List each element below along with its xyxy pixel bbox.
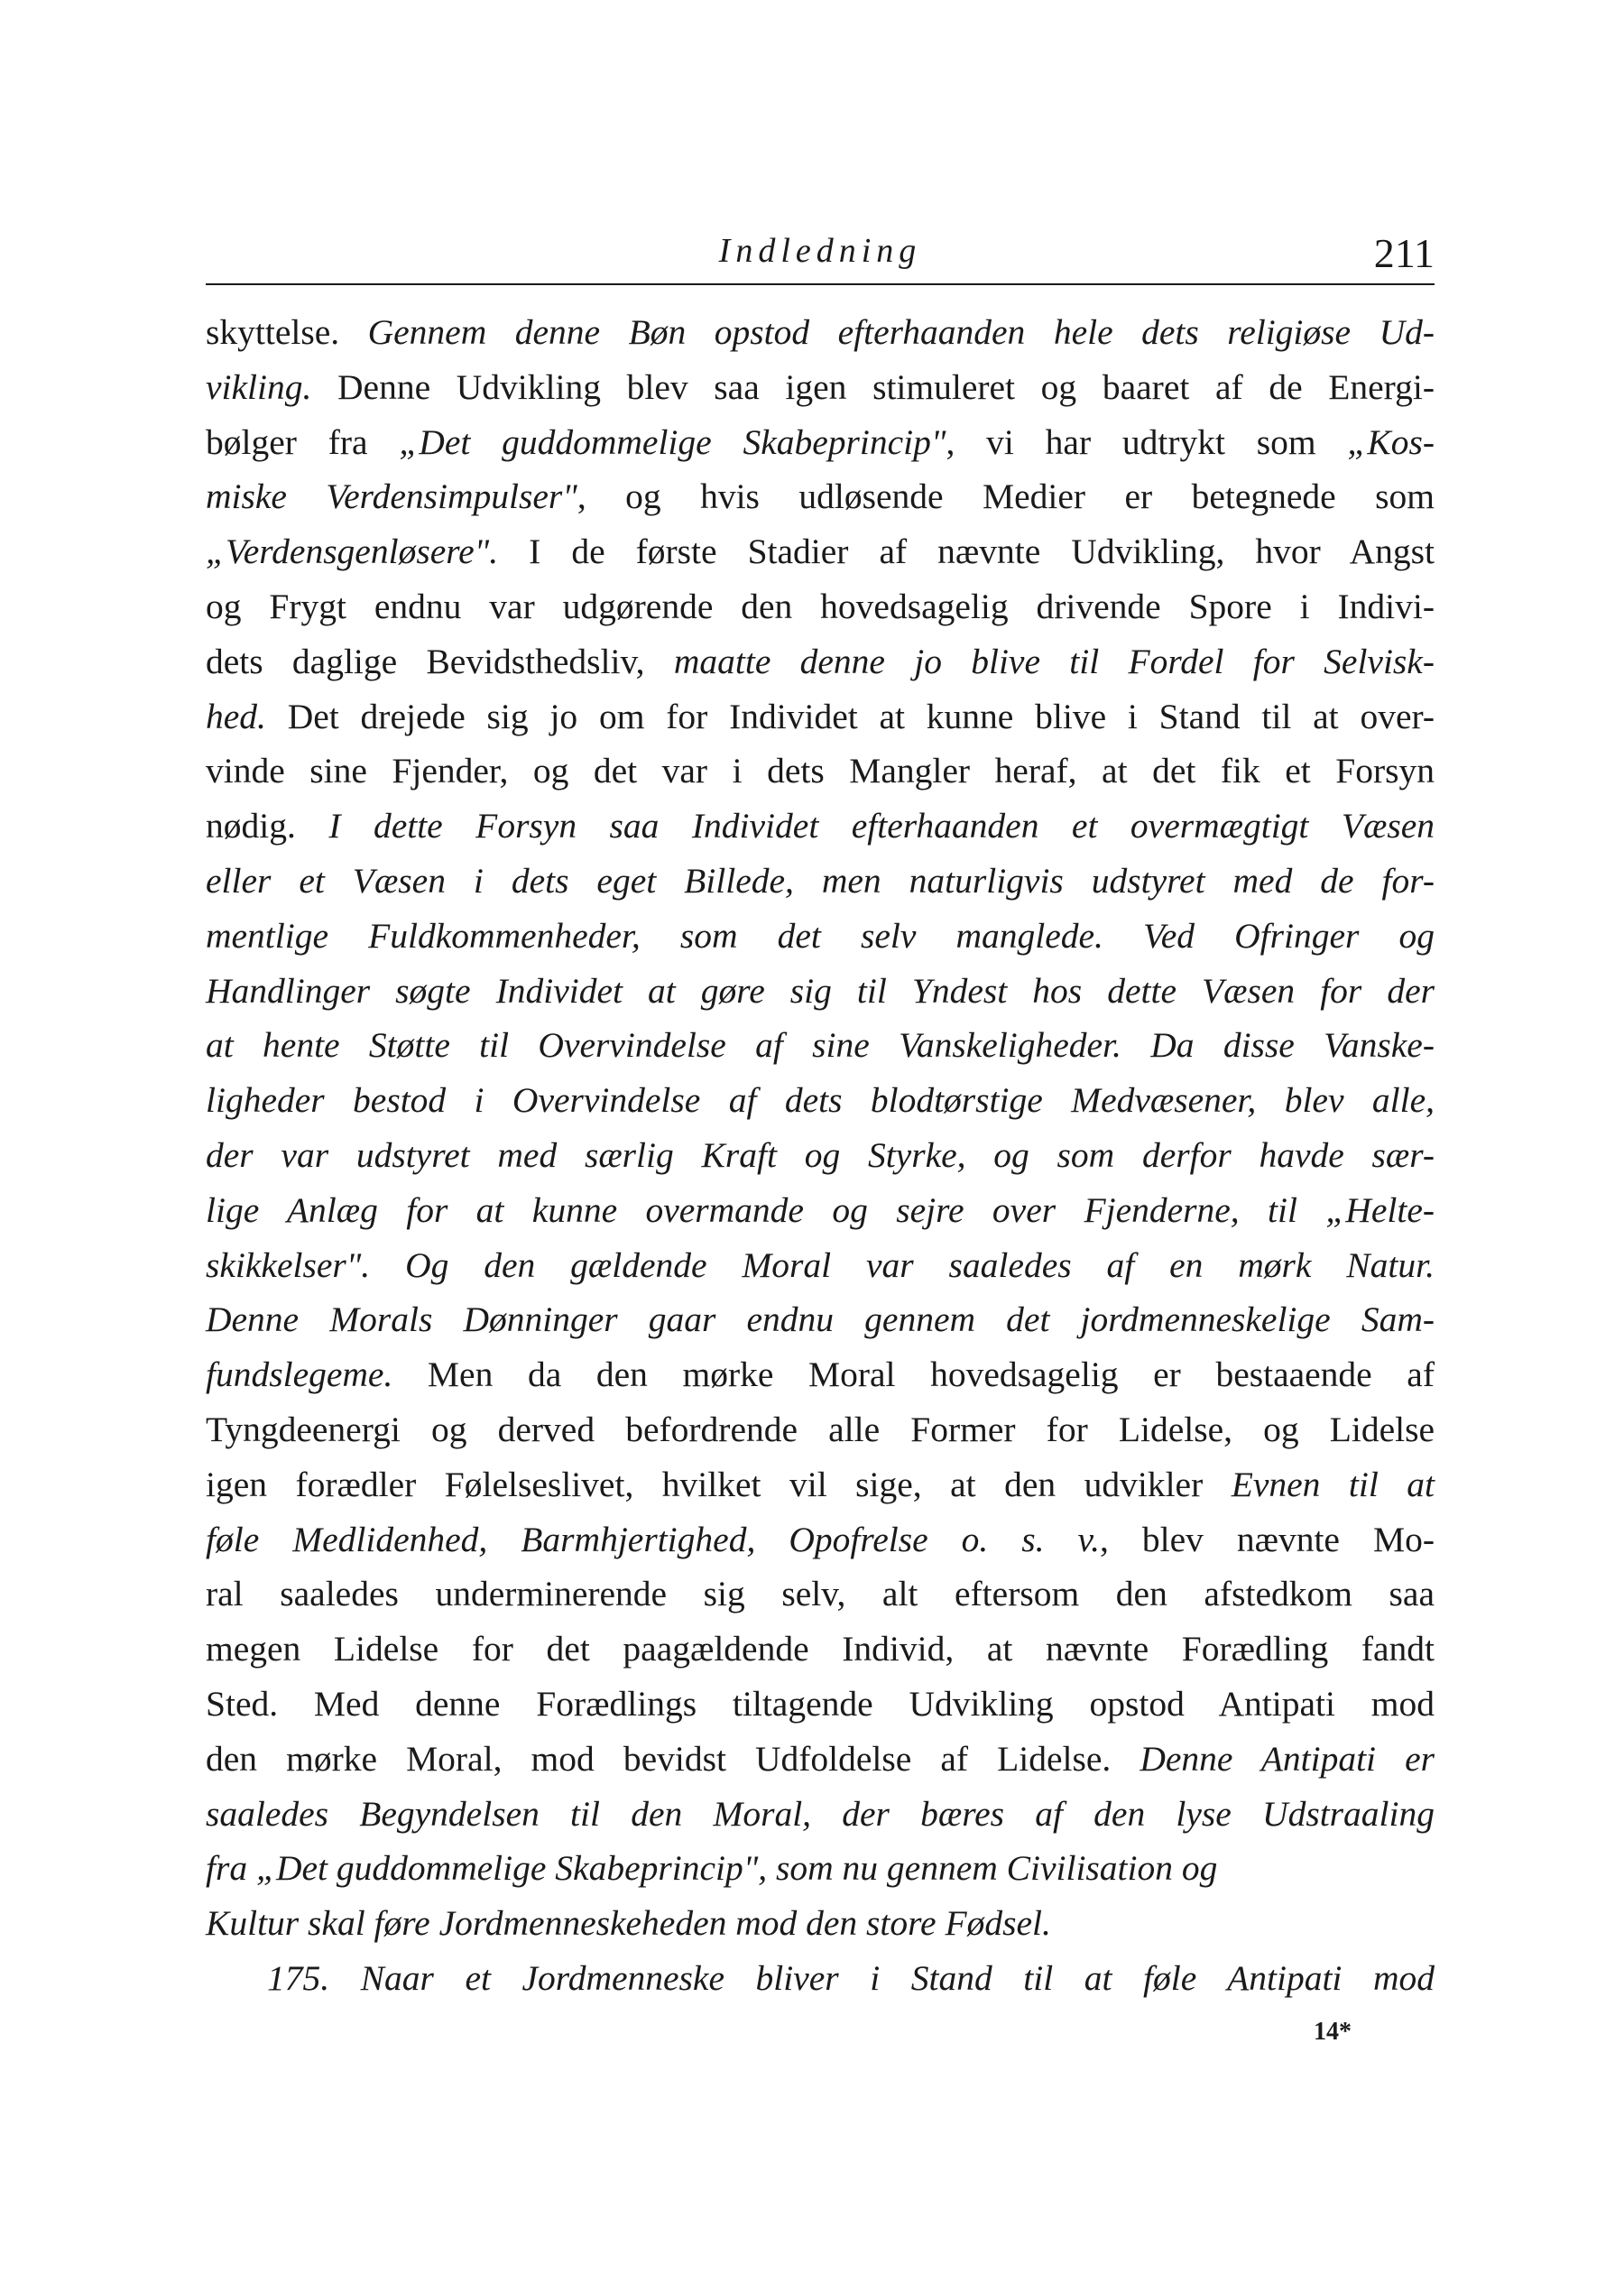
- text-run: nødig.: [206, 806, 329, 846]
- text-line: [206, 1512, 1435, 1567]
- page-header: [206, 224, 1435, 285]
- text-line: [206, 909, 1435, 964]
- text-line: [206, 360, 1435, 415]
- text-line: [206, 1677, 1435, 1732]
- text-run: vinde sine Fjender, og det var i dets Mangler heraf, at det fik et Forsyn: [206, 751, 1435, 791]
- text-run: , vi har udtrykt som: [946, 421, 1348, 462]
- text-line: [206, 1347, 1435, 1402]
- text-line: [206, 415, 1435, 470]
- italic-text: Gennem denne Bøn opstod efterhaanden hele dets religiøse Ud-: [367, 312, 1435, 352]
- text-run: Denne Udvikling blev saa igen stimuleret og baaret af de Energi-: [311, 366, 1435, 407]
- text-run: dets daglige Bevidsthedsliv,: [206, 641, 674, 681]
- text-line: [206, 1787, 1435, 1842]
- text-run: ral saaledes underminerende sig selv, alt eftersom den afstedkom saa: [206, 1574, 1435, 1614]
- text-line: [206, 1841, 1435, 1896]
- header-rule: [206, 283, 1435, 285]
- text-run: skyttelse.: [206, 312, 368, 352]
- text-run: Sted. Med denne Forædlings tiltagende Udvikling opstod Antipati mod: [206, 1683, 1435, 1724]
- italic-text: maatte denne jo blive til Fordel for Selvisk-: [673, 641, 1435, 681]
- text-line: [206, 1457, 1435, 1512]
- text-line: [206, 1018, 1435, 1073]
- text-run: Det drejede sig jo om for Individet at kunne blive i Stand til at over-: [265, 696, 1435, 736]
- text-line: [206, 305, 1435, 360]
- running-head: Indledning: [718, 232, 922, 270]
- text-line: [206, 1622, 1435, 1677]
- text-run: I de første Stadier af nævnte Udvikling, hvor Angst: [498, 532, 1435, 572]
- text-line: [206, 1073, 1435, 1128]
- italic-text: vikling.: [206, 366, 312, 407]
- text-line: [206, 579, 1435, 634]
- italic-text: lige Anlæg for at kunne overmande og sejre over Fjenderne, til „Helte-: [206, 1189, 1435, 1230]
- text-line: [206, 1732, 1435, 1787]
- italic-text: 175. Naar et Jordmenneske bliver i Stand til at føle Antipati mod: [267, 1957, 1435, 1998]
- text-line: [206, 1292, 1435, 1347]
- text-run: Tyngdeenergi og derved befordrende alle Former for Lidelse, og Lidelse: [206, 1409, 1435, 1449]
- text-line: [206, 799, 1435, 854]
- text-line: [206, 634, 1435, 689]
- text-line: [206, 1402, 1435, 1457]
- italic-text: Handlinger søgte Individet at gøre sig til Yndest hos dette Væsen for der: [206, 970, 1435, 1011]
- italic-text: Denne Morals Dønninger gaar endnu gennem det jordmenneskelige Sam-: [206, 1299, 1435, 1340]
- text-line: [206, 854, 1435, 909]
- italic-text: Kultur skal føre Jordmenneskeheden mod den store Fødsel.: [206, 1903, 1051, 1944]
- text-run: Men da den mørke Moral hovedsagelig er bestaaende af: [392, 1355, 1435, 1395]
- text-line: [206, 1896, 1435, 1951]
- italic-text: miske Verdensimpulser": [206, 476, 577, 517]
- body-text: [206, 305, 1435, 2006]
- italic-text: Denne Antipati er: [1140, 1738, 1435, 1779]
- text-run: , blev nævnte Mo-: [1099, 1519, 1435, 1559]
- italic-text: eller et Væsen i dets eget Billede, men naturligvis udstyret med de for-: [206, 860, 1435, 901]
- italic-text: føle Medlidenhed, Barmhjertighed, Opofrelse o. s. v.: [206, 1519, 1100, 1559]
- text-line: [206, 689, 1435, 744]
- italic-text: saaledes Begyndelsen til den Moral, der bæres af den lyse Udstraaling: [206, 1793, 1435, 1834]
- italic-text: „Verdensgenløsere".: [206, 532, 499, 572]
- italic-text: at hente Støtte til Overvindelse af sine Vanskeligheder. Da disse Vanske-: [206, 1025, 1435, 1066]
- text-line: [206, 1183, 1435, 1238]
- text-line: [206, 1951, 1435, 2006]
- text-run: bølger fra: [206, 421, 400, 462]
- text-line: [206, 964, 1435, 1019]
- text-line: [206, 1128, 1435, 1183]
- italic-text: der var udstyret med særlig Kraft og Styrke, og som derfor havde sær-: [206, 1134, 1435, 1175]
- italic-text: fra „Det guddommelige Skabeprincip", som nu gennem Civilisation og: [206, 1848, 1218, 1889]
- text-run: og Frygt endnu var udgørende den hovedsagelig drivende Spore i Indivi-: [206, 586, 1435, 626]
- italic-text: „Det guddommelige Skabeprincip": [399, 421, 946, 462]
- italic-text: Evnen til at: [1231, 1464, 1435, 1504]
- signature-mark: 14*: [1314, 2018, 1352, 2046]
- italic-text: hed.: [206, 696, 266, 736]
- text-run: megen Lidelse for det paagældende Individ, at nævnte Forædling fandt: [206, 1629, 1435, 1669]
- text-line: [206, 1238, 1435, 1293]
- italic-text: skikkelser". Og den gældende Moral var saaledes af en mørk Natur.: [206, 1244, 1435, 1285]
- text-line: [206, 524, 1435, 579]
- text-line: [206, 469, 1435, 524]
- italic-text: „Kos-: [1347, 421, 1435, 462]
- page-number: 211: [1373, 230, 1435, 276]
- italic-text: fundslegeme.: [206, 1355, 393, 1395]
- text-run: igen forædler Følelseslivet, hvilket vil sige, at den udvikler: [206, 1464, 1232, 1504]
- text-run: den mørke Moral, mod bevidst Udfoldelse af Lidelse.: [206, 1738, 1140, 1779]
- italic-text: ligheder bestod i Overvindelse af dets blodtørstige Medvæsener, blev alle,: [206, 1080, 1435, 1121]
- italic-text: mentlige Fuldkommenheder, som det selv manglede. Ved Ofringer og: [206, 915, 1435, 956]
- text-line: [206, 1567, 1435, 1622]
- text-line: [206, 744, 1435, 799]
- text-run: , og hvis udløsende Medier er betegnede som: [577, 476, 1435, 517]
- italic-text: I dette Forsyn saa Individet efterhaanden et overmægtigt Væsen: [328, 806, 1435, 846]
